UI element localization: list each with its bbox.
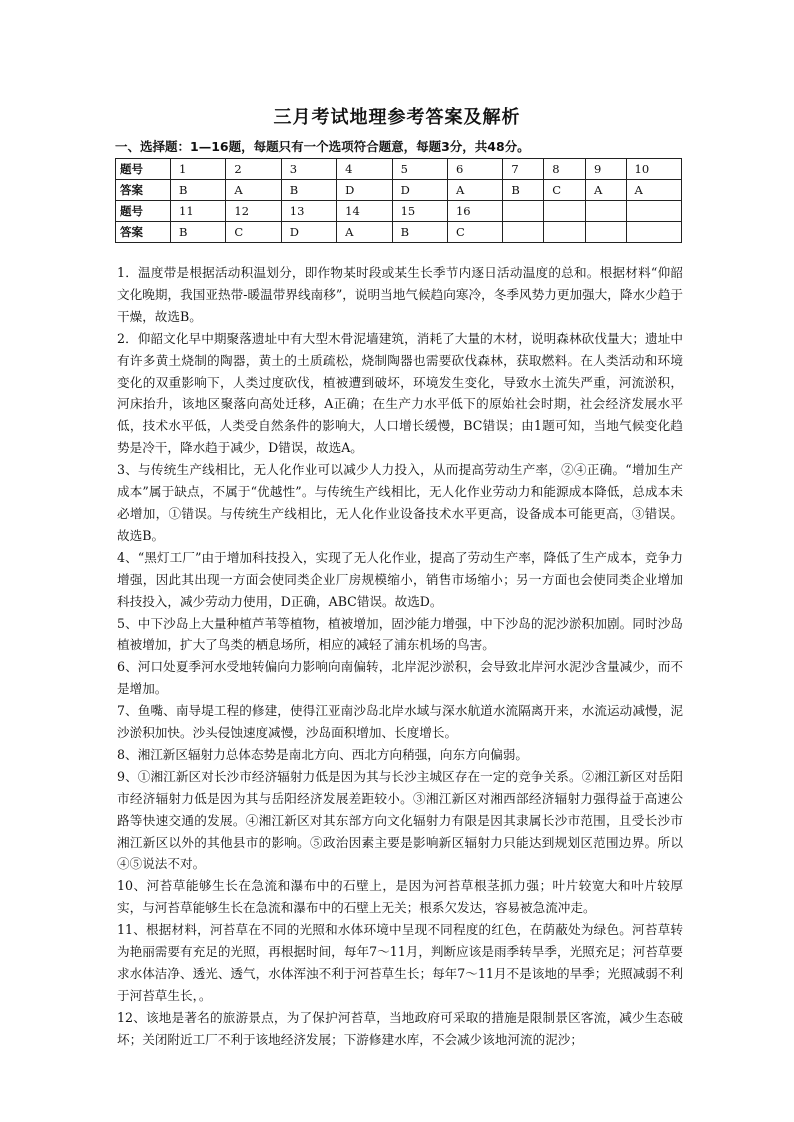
table-cell: A: [626, 180, 681, 201]
table-cell: 7: [503, 159, 544, 180]
table-cell: 3: [281, 159, 336, 180]
table-cell: C: [226, 222, 281, 243]
table-cell: 6: [447, 159, 502, 180]
table-cell: D: [281, 222, 336, 243]
table-cell: C: [447, 222, 502, 243]
row-header-cell: 题号: [116, 159, 171, 180]
table-cell: 8: [544, 159, 586, 180]
explanation-paragraph: 8、湘江新区辐射力总体态势是南北方向、西北方向稍强，向东方向偏弱。: [117, 746, 529, 762]
explanation-paragraph: 1．温度带是根据活动积温划分，即作物某时段或某生长季节内逐日活动温度的总和。根据材料“仰韶文化晚期，我国亚热带-暖温带界线南移”，说明当地气候趋向寒冷，冬季风势力更加强大，降水少趋于干燥，故选B。: [117, 265, 683, 324]
table-cell: D: [337, 180, 392, 201]
explanation-paragraph: 9、①湘江新区对长沙市经济辐射力低是因为其与长沙主城区存在一定的竞争关系。②湘江新区对岳阳市经济辐射力低是因为其与岳阳经济发展差距较小。③湘江新区对湘西部经济辐射力强得益于高速公路等快速交通的发展。④湘江新区对其东部方向文化辐射力有限是因其隶属长沙市范围，且受长沙市湘江新区以外的其他县市的影响。⑤政治因素主要是影响新区辐射力只能达到规划区范围边界。所以④⑤说法不对。: [117, 768, 683, 872]
table-row: [116, 201, 682, 222]
table-cell: [544, 222, 586, 243]
table-cell: B: [503, 180, 544, 201]
row-header-cell: 答案: [116, 222, 171, 243]
answer-table: [115, 158, 682, 243]
table-cell: 5: [392, 159, 447, 180]
table-cell: 2: [226, 159, 281, 180]
table-cell: 12: [226, 201, 281, 222]
table-cell: A: [585, 180, 626, 201]
explanation-paragraph: 11、根据材料，河苔草在不同的光照和水体环境中呈现不同程度的红色，在荫蔽处为绿色。河苔草转为艳丽需要有充足的光照，再根据时间，每年7～11月，判断应该是雨季转旱季，光照充足；河苔草要求水体洁净、透光、透气，水体浑浊不利于河苔草生长；每年7～11月不是该地的旱季；光照减弱不利于河苔草生长，。: [117, 922, 683, 1003]
explanation-paragraph: 7、鱼嘴、南导堤工程的修建，使得江亚南沙岛北岸水域与深水航道水流隔离开来，水流运动减慢，泥沙淤积加快。沙头侵蚀速度减慢，沙岛面积增加、长度增长。: [117, 703, 683, 741]
table-cell: B: [171, 180, 226, 201]
table-cell: B: [171, 222, 226, 243]
explanation-paragraph: 2．仰韶文化早中期聚落遗址中有大型木骨泥墙建筑，消耗了大量的木材，说明森林砍伐量大；遗址中有许多黄土烧制的陶器，黄土的土质疏松，烧制陶器也需要砍伐森林，获取燃料。在人类活动和环境变化的双重影响下，人类过度砍伐，植被遭到破坏，环境发生变化，导致水土流失严重，河流淤积，河床抬升，该地区聚落向高处迁移，A正确；在生产力水平低下的原始社会时期，社会经济发展水平低，技术水平低，人类受自然条件的影响大，人口增长缓慢，BC错误；由1题可知，当地气候变化趋势是冷干，降水趋于减少，D错误，故选A。: [117, 330, 683, 456]
table-cell: [585, 222, 626, 243]
table-cell: A: [337, 222, 392, 243]
explanation-paragraph: 10、河苔草能够生长在急流和瀑布中的石壁上，是因为河苔草根茎抓力强；叶片较宽大和叶片较厚实，与河苔草能够生长在急流和瀑布中的石壁上无关；根系欠发达，容易被急流冲走。: [117, 878, 683, 916]
explanations: [117, 262, 683, 1051]
table-cell: [585, 201, 626, 222]
explanation-paragraph: 6、河口处夏季河水受地转偏向力影响向南偏转，北岸泥沙淤积，会导致北岸河水泥沙含量减少，而不是增加。: [117, 659, 683, 697]
table-cell: 1: [171, 159, 226, 180]
table-cell: 10: [626, 159, 681, 180]
explanation-paragraph: 12、该地是著名的旅游景点，为了保护河苔草，当地政府可采取的措施是限制景区客流，减少生态破坏；关闭附近工厂不利于该地经济发展；下游修建水库，不会减少该地河流的泥沙；: [117, 1009, 683, 1047]
row-header-cell: 答案: [116, 180, 171, 201]
table-cell: 16: [447, 201, 502, 222]
table-row: [116, 180, 682, 201]
table-cell: 13: [281, 201, 336, 222]
table-cell: A: [226, 180, 281, 201]
explanation-paragraph: 5、中下沙岛上大量种植芦苇等植物，植被增加，固沙能力增强，中下沙岛的泥沙淤积加剧。同时沙岛植被增加，扩大了鸟类的栖息场所，相应的减轻了浦东机场的鸟害。: [117, 615, 683, 653]
table-cell: 9: [585, 159, 626, 180]
table-cell: B: [281, 180, 336, 201]
table-row: [116, 222, 682, 243]
table-cell: [544, 201, 586, 222]
table-cell: D: [392, 180, 447, 201]
explanation-paragraph: 3、与传统生产线相比，无人化作业可以减少人力投入，从而提高劳动生产率，②④正确。“增加生产成本”属于缺点，不属于“优越性”。与传统生产线相比，无人化作业劳动力和能源成本降低，总成本未必增加，①错误。与传统生产线相比，无人化作业设备技术水平更高，设备成本可能更高，③错误。故选B。: [117, 462, 683, 543]
table-row: [116, 159, 682, 180]
table-cell: A: [447, 180, 502, 201]
table-cell: 15: [392, 201, 447, 222]
table-cell: [503, 222, 544, 243]
table-cell: [503, 201, 544, 222]
table-cell: B: [392, 222, 447, 243]
section-heading: 一、选择题：1—16题，每题只有一个选项符合题意，每题3分，共48分。: [115, 139, 530, 154]
table-cell: 11: [171, 201, 226, 222]
explanation-paragraph: 4、“黑灯工厂”由于增加科技投入，实现了无人化作业，提高了劳动生产率，降低了生产成本，竞争力增强，因此其出现一方面会使同类企业厂房规模缩小，销售市场缩小；另一方面也会使同类企业增加科技投入，减少劳动力使用，D正确，ABC错误。故选D。: [117, 549, 683, 609]
row-header-cell: 题号: [116, 201, 171, 222]
table-cell: 14: [337, 201, 392, 222]
table-cell: 4: [337, 159, 392, 180]
table-cell: [626, 222, 681, 243]
table-cell: [626, 201, 681, 222]
page-title: 三月考试地理参考答案及解析: [273, 107, 521, 128]
table-cell: C: [544, 180, 586, 201]
